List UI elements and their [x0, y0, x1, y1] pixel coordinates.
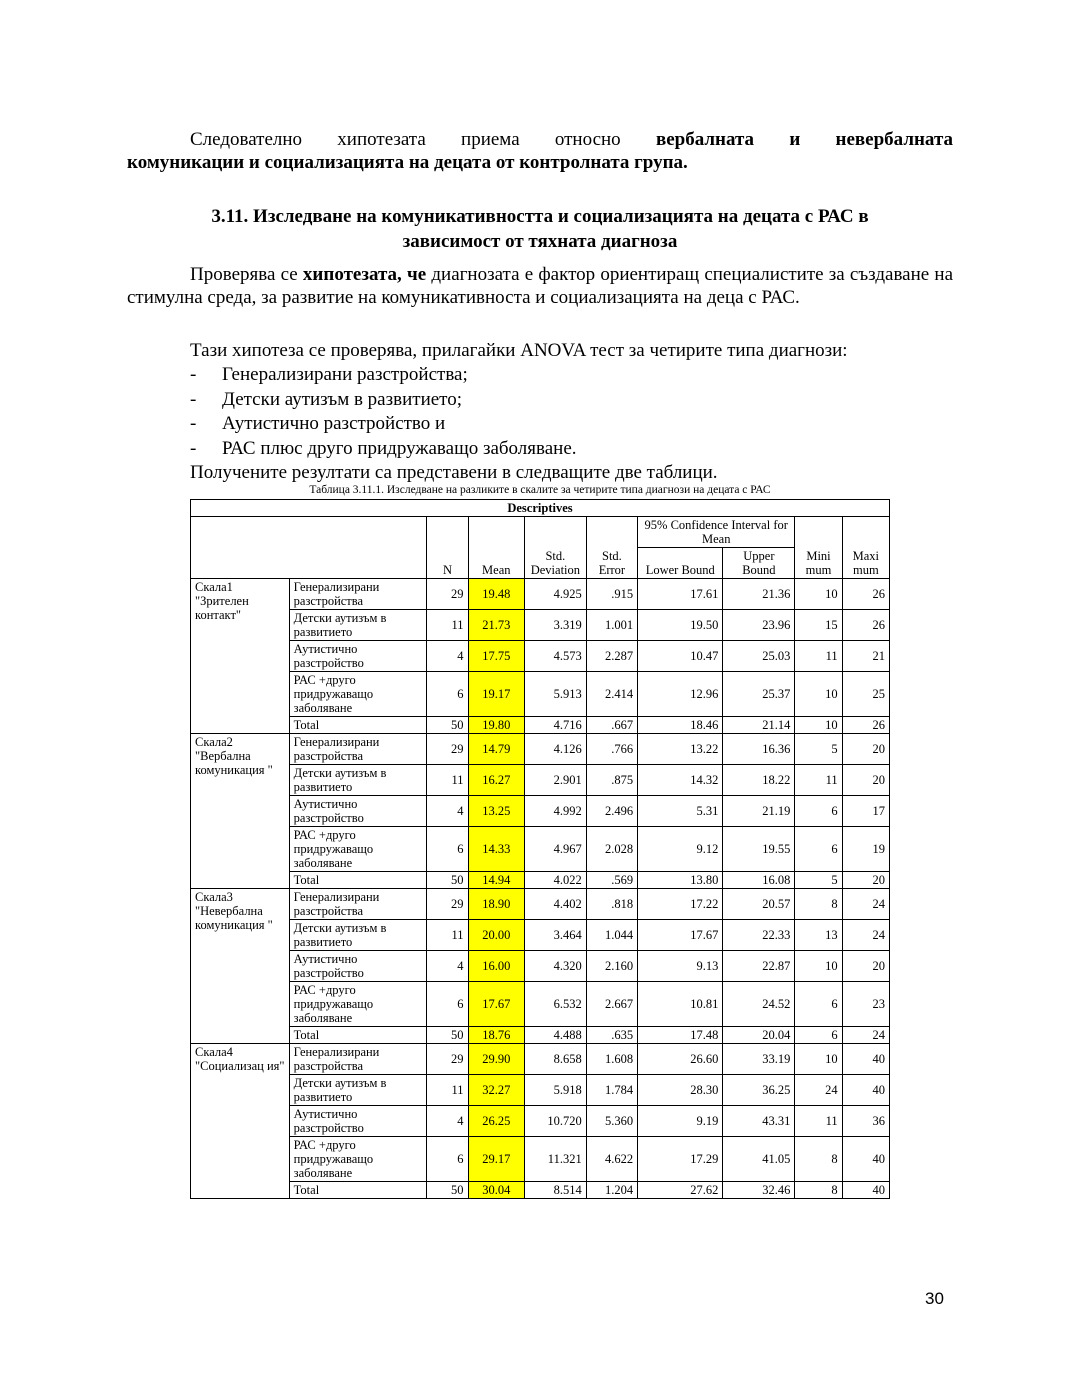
diagnosis-label: Аутистично разстройство: [289, 641, 427, 672]
cell-se: 2.414: [586, 672, 637, 717]
cell-sd: 4.320: [525, 951, 587, 982]
table-row: [191, 641, 890, 672]
cell-mean: 20.00: [468, 920, 525, 951]
cell-min: 11: [795, 765, 842, 796]
cell-n: 50: [427, 1027, 468, 1044]
cell-max: 40: [842, 1044, 889, 1075]
diagnosis-label: РАС +друго придружаващо заболяване: [289, 982, 427, 1027]
cell-max: 36: [842, 1106, 889, 1137]
cell-max: 20: [842, 765, 889, 796]
cell-se: 2.287: [586, 641, 637, 672]
cell-se: 2.028: [586, 827, 637, 872]
cell-se: 1.204: [586, 1182, 637, 1199]
cell-n: 50: [427, 717, 468, 734]
column-header: Maxi mum: [842, 517, 889, 579]
diagnosis-label: Детски аутизъм в развитието: [289, 610, 427, 641]
cell-upper: 36.25: [723, 1075, 795, 1106]
cell-max: 26: [842, 717, 889, 734]
hypothesis-text-post: диагнозата е фактор ориентиращ специалистите за създаване на стимулна среда, за развитие на комуникативноста и социализацията на деца с РАС.: [127, 264, 954, 308]
paragraph-conclusion-line1: [127, 128, 953, 151]
paragraph-results: Получените резултати са представени в следващите две таблици.: [190, 462, 718, 483]
cell-lower: 28.30: [638, 1075, 723, 1106]
cell-n: 6: [427, 1137, 468, 1182]
cell-sd: 8.514: [525, 1182, 587, 1199]
cell-se: .667: [586, 717, 637, 734]
diagnosis-label: Total: [289, 1182, 427, 1199]
cell-max: 24: [842, 889, 889, 920]
cell-mean: 18.76: [468, 1027, 525, 1044]
cell-sd: 3.319: [525, 610, 587, 641]
cell-upper: 23.96: [723, 610, 795, 641]
cell-max: 24: [842, 1027, 889, 1044]
table-row: [191, 672, 890, 717]
cell-upper: 16.08: [723, 872, 795, 889]
cell-se: 4.622: [586, 1137, 637, 1182]
bullet-marker: -: [190, 413, 197, 434]
diagnosis-label: Total: [289, 717, 427, 734]
cell-se: .766: [586, 734, 637, 765]
hypothesis-text-pre: Проверява се: [190, 264, 298, 285]
cell-sd: 4.126: [525, 734, 587, 765]
cell-upper: 25.37: [723, 672, 795, 717]
cell-sd: 3.464: [525, 920, 587, 951]
table-row: [191, 717, 890, 734]
cell-min: 6: [795, 827, 842, 872]
cell-n: 29: [427, 734, 468, 765]
cell-max: 26: [842, 579, 889, 610]
ci-header: 95% Confidence Interval for Mean: [638, 517, 795, 548]
cell-mean: 13.25: [468, 796, 525, 827]
cell-n: 11: [427, 920, 468, 951]
cell-sd: 8.658: [525, 1044, 587, 1075]
table-row: [191, 765, 890, 796]
page-number: 30: [925, 1289, 944, 1308]
cell-n: 6: [427, 982, 468, 1027]
cell-n: 4: [427, 1106, 468, 1137]
cell-min: 11: [795, 1106, 842, 1137]
bullet-item: Аутистично разстройство и: [222, 413, 446, 434]
cell-se: 1.001: [586, 610, 637, 641]
cell-mean: 30.04: [468, 1182, 525, 1199]
diagnosis-label: Детски аутизъм в развитието: [289, 765, 427, 796]
diagnosis-label: Total: [289, 1027, 427, 1044]
table-caption: Таблица 3.11.1. Изследване на разликите в скалите за четирите типа диагнози на децата с РАС: [309, 484, 771, 496]
cell-n: 29: [427, 1044, 468, 1075]
cell-mean: 21.73: [468, 610, 525, 641]
cell-n: 4: [427, 796, 468, 827]
cell-min: 13: [795, 920, 842, 951]
cell-lower: 26.60: [638, 1044, 723, 1075]
cell-min: 8: [795, 889, 842, 920]
cell-n: 4: [427, 951, 468, 982]
diagnosis-label: Аутистично разстройство: [289, 951, 427, 982]
cell-max: 17: [842, 796, 889, 827]
cell-upper: 21.14: [723, 717, 795, 734]
table-row: [191, 1182, 890, 1199]
diagnosis-label: РАС +друго придружаващо заболяване: [289, 827, 427, 872]
cell-se: .915: [586, 579, 637, 610]
cell-se: 1.608: [586, 1044, 637, 1075]
cell-mean: 18.90: [468, 889, 525, 920]
cell-sd: 11.321: [525, 1137, 587, 1182]
cell-sd: 4.488: [525, 1027, 587, 1044]
cell-lower: 17.61: [638, 579, 723, 610]
cell-upper: 20.04: [723, 1027, 795, 1044]
paragraph-conclusion-text: Следователно хипотезата приема относно: [190, 129, 621, 150]
diagnosis-label: Аутистично разстройство: [289, 1106, 427, 1137]
diagnosis-label: Детски аутизъм в развитието: [289, 1075, 427, 1106]
cell-mean: 14.94: [468, 872, 525, 889]
cell-sd: 4.967: [525, 827, 587, 872]
cell-lower: 17.48: [638, 1027, 723, 1044]
bullet-item: РАС плюс друго придружаващо заболяване.: [222, 438, 577, 459]
cell-min: 5: [795, 734, 842, 765]
table-row: [191, 734, 890, 765]
cell-lower: 27.62: [638, 1182, 723, 1199]
cell-mean: 14.79: [468, 734, 525, 765]
table-header-row: [191, 517, 890, 548]
bullet-item: Генерализирани разстройства;: [222, 364, 468, 385]
cell-upper: 21.36: [723, 579, 795, 610]
table-row: [191, 579, 890, 610]
section-heading-line1: 3.11. Изследване на комуникативността и социализацията на децата с РАС в: [211, 206, 869, 227]
cell-max: 23: [842, 982, 889, 1027]
cell-upper: 19.55: [723, 827, 795, 872]
cell-n: 50: [427, 872, 468, 889]
cell-upper: 24.52: [723, 982, 795, 1027]
cell-n: 50: [427, 1182, 468, 1199]
cell-upper: 41.05: [723, 1137, 795, 1182]
diagnosis-label: Генерализирани разстройства: [289, 734, 427, 765]
hypothesis-bold: хипотезата, че: [302, 264, 427, 285]
cell-upper: 22.33: [723, 920, 795, 951]
cell-se: .569: [586, 872, 637, 889]
cell-min: 6: [795, 982, 842, 1027]
column-header: Mini mum: [795, 517, 842, 579]
paragraph-anova: Тази хипотеза се проверява, прилагайки ANOVA тест за четирите типа диагнози:: [190, 340, 848, 361]
diagnosis-label: РАС +друго придружаващо заболяване: [289, 1137, 427, 1182]
cell-max: 40: [842, 1075, 889, 1106]
cell-min: 8: [795, 1182, 842, 1199]
cell-max: 20: [842, 734, 889, 765]
paragraph-hypothesis: [127, 263, 953, 309]
cell-sd: 6.532: [525, 982, 587, 1027]
cell-lower: 14.32: [638, 765, 723, 796]
scale-label: Скала4 "Социализац ия": [191, 1044, 290, 1199]
cell-sd: 10.720: [525, 1106, 587, 1137]
cell-sd: 4.402: [525, 889, 587, 920]
cell-lower: 9.13: [638, 951, 723, 982]
column-header: Upper Bound: [723, 548, 795, 579]
scale-label: Скала2 "Вербална комуникация ": [191, 734, 290, 889]
cell-sd: 4.716: [525, 717, 587, 734]
cell-min: 6: [795, 796, 842, 827]
cell-mean: 16.27: [468, 765, 525, 796]
cell-min: 6: [795, 1027, 842, 1044]
cell-mean: 29.90: [468, 1044, 525, 1075]
bullet-marker: -: [190, 389, 197, 410]
table-row: [191, 796, 890, 827]
cell-sd: 4.925: [525, 579, 587, 610]
cell-max: 19: [842, 827, 889, 872]
cell-n: 29: [427, 889, 468, 920]
cell-lower: 9.12: [638, 827, 723, 872]
cell-mean: 19.17: [468, 672, 525, 717]
cell-max: 20: [842, 872, 889, 889]
header-blank-cell: [191, 517, 427, 579]
column-header: Std. Error: [586, 517, 637, 579]
column-header: N: [427, 517, 468, 579]
cell-n: 29: [427, 579, 468, 610]
cell-lower: 13.80: [638, 872, 723, 889]
cell-upper: 32.46: [723, 1182, 795, 1199]
table-row: [191, 827, 890, 872]
bullet-item: Детски аутизъм в развитието;: [222, 389, 462, 410]
cell-mean: 17.67: [468, 982, 525, 1027]
cell-min: 5: [795, 872, 842, 889]
table-title-row: [191, 500, 890, 517]
cell-se: 2.496: [586, 796, 637, 827]
cell-upper: 25.03: [723, 641, 795, 672]
cell-mean: 17.75: [468, 641, 525, 672]
cell-lower: 17.22: [638, 889, 723, 920]
cell-lower: 5.31: [638, 796, 723, 827]
cell-min: 10: [795, 717, 842, 734]
bullet-marker: -: [190, 438, 197, 459]
column-header: Lower Bound: [638, 548, 723, 579]
cell-mean: 19.48: [468, 579, 525, 610]
table-row: [191, 1027, 890, 1044]
cell-lower: 10.81: [638, 982, 723, 1027]
cell-se: .818: [586, 889, 637, 920]
scale-label: Скала3 "Невербална комуникация ": [191, 889, 290, 1044]
paragraph-conclusion-line2: комуникации и социализацията на децата от контролната група.: [127, 152, 688, 173]
cell-lower: 19.50: [638, 610, 723, 641]
column-header: Mean: [468, 517, 525, 579]
descriptives-table: [190, 499, 890, 1199]
cell-se: 1.784: [586, 1075, 637, 1106]
cell-sd: 4.992: [525, 796, 587, 827]
cell-mean: 32.27: [468, 1075, 525, 1106]
diagnosis-label: Total: [289, 872, 427, 889]
cell-se: 1.044: [586, 920, 637, 951]
cell-mean: 16.00: [468, 951, 525, 982]
cell-min: 24: [795, 1075, 842, 1106]
cell-min: 10: [795, 672, 842, 717]
bullet-marker: -: [190, 364, 197, 385]
cell-min: 10: [795, 1044, 842, 1075]
cell-se: 5.360: [586, 1106, 637, 1137]
cell-lower: 13.22: [638, 734, 723, 765]
cell-lower: 17.29: [638, 1137, 723, 1182]
cell-sd: 5.913: [525, 672, 587, 717]
cell-n: 6: [427, 672, 468, 717]
cell-n: 11: [427, 1075, 468, 1106]
cell-max: 25: [842, 672, 889, 717]
cell-se: .635: [586, 1027, 637, 1044]
cell-se: .875: [586, 765, 637, 796]
cell-n: 4: [427, 641, 468, 672]
cell-min: 15: [795, 610, 842, 641]
cell-lower: 17.67: [638, 920, 723, 951]
table-body: [191, 579, 890, 1199]
diagnosis-label: РАС +друго придружаващо заболяване: [289, 672, 427, 717]
cell-max: 40: [842, 1182, 889, 1199]
cell-upper: 20.57: [723, 889, 795, 920]
cell-se: 2.160: [586, 951, 637, 982]
cell-min: 8: [795, 1137, 842, 1182]
cell-max: 40: [842, 1137, 889, 1182]
section-heading-line2: зависимост от тяхната диагноза: [402, 231, 678, 252]
table-row: [191, 1075, 890, 1106]
table-row: [191, 889, 890, 920]
cell-n: 11: [427, 765, 468, 796]
cell-lower: 18.46: [638, 717, 723, 734]
cell-lower: 10.47: [638, 641, 723, 672]
cell-lower: 9.19: [638, 1106, 723, 1137]
cell-min: 11: [795, 641, 842, 672]
paragraph-conclusion-bold: вербалната и невербалната: [655, 129, 954, 150]
cell-max: 24: [842, 920, 889, 951]
cell-min: 10: [795, 951, 842, 982]
table-row: [191, 1044, 890, 1075]
scale-label: Скала1 "Зрителен контакт": [191, 579, 290, 734]
cell-n: 6: [427, 827, 468, 872]
table-row: [191, 951, 890, 982]
cell-lower: 12.96: [638, 672, 723, 717]
cell-sd: 4.573: [525, 641, 587, 672]
cell-min: 10: [795, 579, 842, 610]
cell-se: 2.667: [586, 982, 637, 1027]
cell-upper: 21.19: [723, 796, 795, 827]
table-row: [191, 920, 890, 951]
cell-upper: 18.22: [723, 765, 795, 796]
diagnosis-label: Генерализирани разстройства: [289, 889, 427, 920]
cell-sd: 5.918: [525, 1075, 587, 1106]
diagnosis-label: Генерализирани разстройства: [289, 579, 427, 610]
cell-upper: 16.36: [723, 734, 795, 765]
diagnosis-label: Детски аутизъм в развитието: [289, 920, 427, 951]
table-row: [191, 1106, 890, 1137]
table-row: [191, 610, 890, 641]
cell-max: 20: [842, 951, 889, 982]
table-row: [191, 982, 890, 1027]
cell-mean: 19.80: [468, 717, 525, 734]
cell-n: 11: [427, 610, 468, 641]
diagnosis-label: Аутистично разстройство: [289, 796, 427, 827]
column-header: Std. Deviation: [525, 517, 587, 579]
cell-mean: 26.25: [468, 1106, 525, 1137]
cell-sd: 4.022: [525, 872, 587, 889]
cell-mean: 14.33: [468, 827, 525, 872]
table-row: [191, 872, 890, 889]
cell-sd: 2.901: [525, 765, 587, 796]
cell-mean: 29.17: [468, 1137, 525, 1182]
diagnosis-label: Генерализирани разстройства: [289, 1044, 427, 1075]
cell-max: 26: [842, 610, 889, 641]
cell-upper: 43.31: [723, 1106, 795, 1137]
table-title: Descriptives: [191, 500, 890, 517]
table-row: [191, 1137, 890, 1182]
cell-upper: 22.87: [723, 951, 795, 982]
cell-max: 21: [842, 641, 889, 672]
cell-upper: 33.19: [723, 1044, 795, 1075]
